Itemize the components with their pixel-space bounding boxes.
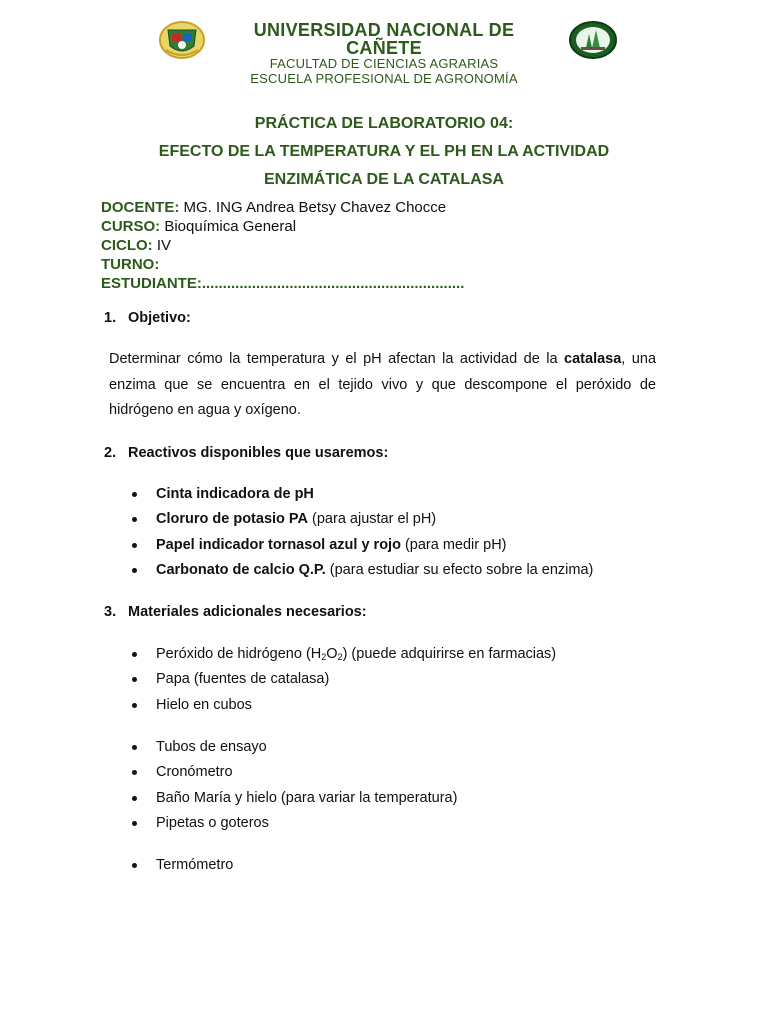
practice-subtitle-line2: ENZIMÁTICA DE LA CATALASA [264, 171, 504, 188]
curso-label: CURSO: [101, 218, 161, 235]
bullet-icon [132, 568, 137, 573]
section-title: Materiales adicionales necesarios: [128, 604, 367, 620]
item-text: Termómetro [156, 857, 234, 873]
list-item [130, 760, 457, 785]
document-header [0, 18, 768, 90]
course-info [101, 198, 464, 293]
bullet-icon [132, 652, 137, 657]
estudiante-row [101, 274, 464, 293]
list-item [130, 786, 457, 811]
subscript: 2 [321, 652, 327, 662]
objetivo-text-b: , una enzima que se encuentra en el tejido vivo y que descompone el peróxido de hidrógeno en agua y oxígeno. [109, 351, 657, 418]
bullet-icon [132, 796, 137, 801]
university-name [200, 21, 568, 57]
item-text: (para medir pH) [400, 536, 507, 553]
item-text: Peróxido de hidrógeno (H [156, 646, 322, 662]
section-title: Reactivos disponibles que usaremos: [128, 445, 389, 461]
practice-subtitle-line1: EFECTO DE LA TEMPERATURA Y EL PH EN LA ACTIVIDAD [158, 143, 610, 160]
objetivo-text-bold: catalasa [564, 351, 622, 367]
item-text: Hielo en cubos [156, 696, 252, 713]
objetivo-paragraph [109, 347, 656, 424]
bullet-icon [132, 703, 137, 708]
bullet-icon [132, 517, 137, 522]
section-materiales-heading [104, 604, 367, 620]
item-text: Pipetas o goteros [156, 814, 269, 831]
bullet-icon [132, 677, 137, 682]
section-number: 3. [104, 604, 117, 620]
bullet-icon [132, 543, 137, 548]
faculty-name: FACULTAD DE CIENCIAS AGRARIAS [269, 56, 499, 71]
list-item [130, 507, 593, 532]
list-item [130, 735, 457, 760]
list-item [130, 693, 556, 718]
list-item [130, 667, 556, 692]
item-bold: Carbonato de calcio Q.P. [156, 561, 326, 578]
item-text: (para ajustar el pH) [308, 511, 437, 528]
bullet-icon [132, 492, 137, 497]
section-objetivo-heading [104, 310, 191, 326]
turno-row [101, 255, 464, 274]
item-text: (para estudiar su efecto sobre la enzima) [325, 561, 594, 578]
ciclo-row [101, 236, 464, 255]
list-item [130, 811, 457, 836]
university-shield-logo [158, 20, 206, 60]
item-bold: Cloruro de potasio PA [156, 511, 308, 528]
bullet-icon [132, 863, 137, 868]
section-number: 1. [104, 310, 117, 326]
item-text: Tubos de ensayo [156, 739, 267, 755]
curso-row [101, 217, 464, 236]
section-reactivos-heading [104, 445, 388, 461]
item-text: Baño María y hielo (para variar la temperatura) [156, 789, 458, 806]
item-bold: Papel indicador tornasol azul y rojo [156, 536, 401, 553]
practice-title: PRÁCTICA DE LABORATORIO 04: [254, 115, 514, 132]
materiales-list-c [130, 853, 233, 878]
section-number: 2. [104, 445, 117, 461]
item-bold: Cinta indicadora de pH [156, 486, 314, 502]
docente-label: DOCENTE: [101, 199, 180, 216]
bullet-icon [132, 821, 137, 826]
university-name-line1: UNIVERSIDAD NACIONAL DE [253, 20, 515, 40]
materiales-list-b [130, 735, 457, 836]
item-text: Papa (fuentes de catalasa) [156, 671, 330, 688]
bullet-icon [132, 770, 137, 775]
curso-value: Bioquímica General [160, 218, 297, 235]
university-name-line2: CAÑETE [346, 38, 422, 58]
item-text: ) (puede adquirirse en farmacias) [342, 646, 557, 662]
ciclo-label: CICLO: [101, 237, 153, 254]
estudiante-label: ESTUDIANTE:............................................................... [101, 275, 465, 292]
agronomy-tree-logo [568, 20, 618, 60]
list-item [130, 558, 593, 583]
list-item [130, 533, 593, 558]
materiales-list-a [130, 642, 556, 718]
subscript: 2 [337, 652, 343, 662]
objetivo-text-a: Determinar cómo la temperatura y el pH afectan la actividad de la [109, 351, 565, 367]
item-text: O [326, 646, 338, 662]
list-item [130, 482, 593, 507]
reactivos-list [130, 482, 593, 583]
section-title: Objetivo: [128, 310, 191, 326]
turno-label: TURNO: [101, 256, 160, 273]
school-name: ESCUELA PROFESIONAL DE AGRONOMÍA [250, 71, 518, 86]
list-item [130, 853, 233, 878]
docente-value: MG. ING Andrea Betsy Chavez Chocce [179, 199, 447, 216]
docente-row [101, 198, 464, 217]
list-item [130, 642, 556, 667]
bullet-icon [132, 745, 137, 750]
ciclo-value: IV [152, 237, 172, 254]
item-text: Cronómetro [156, 764, 233, 781]
